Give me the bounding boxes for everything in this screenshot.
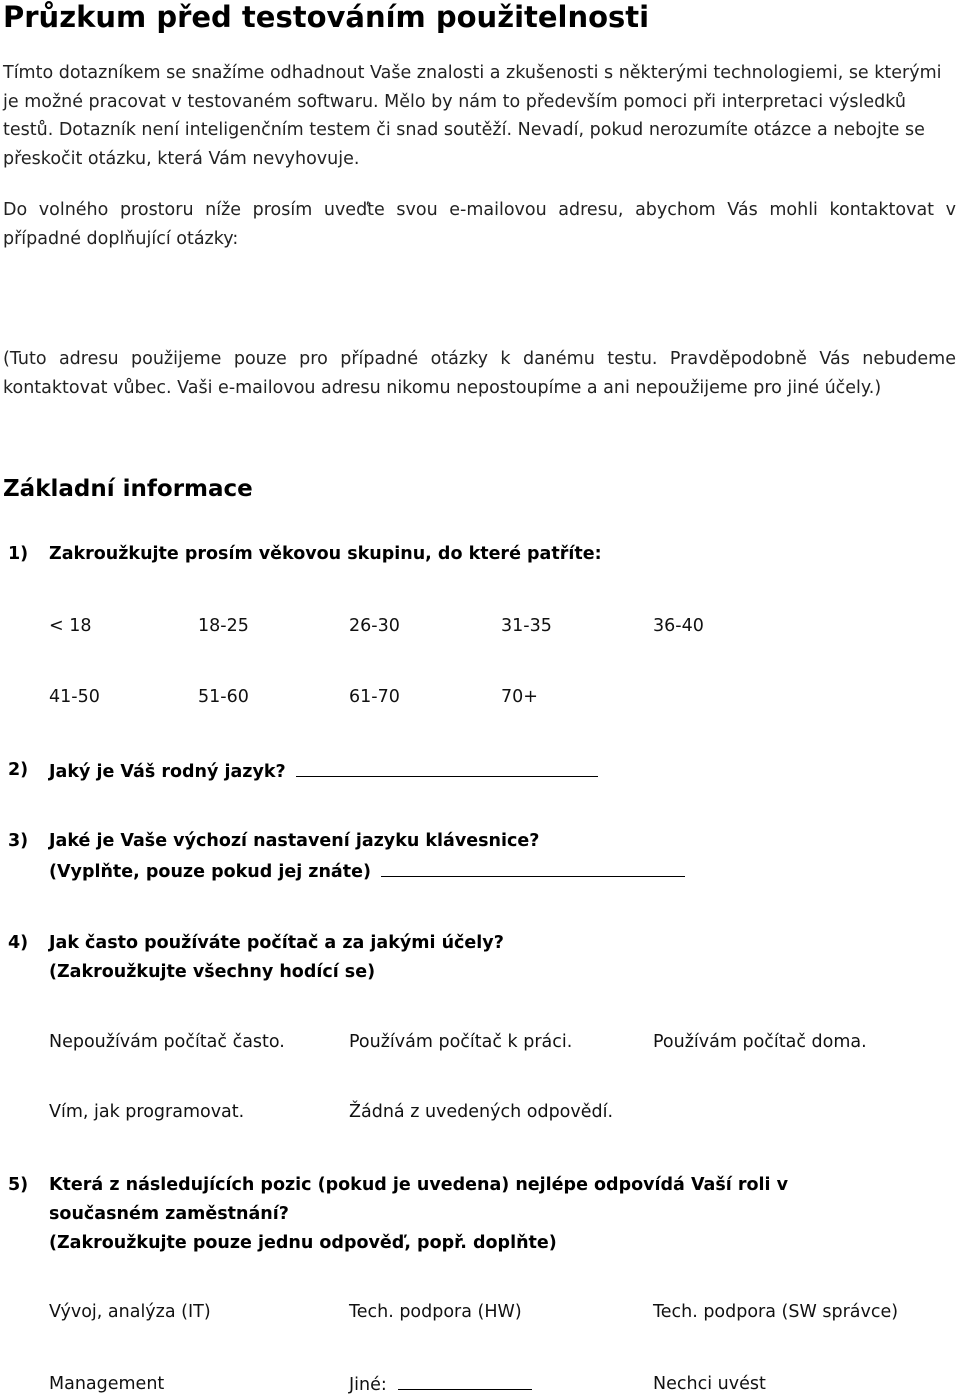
usage-option[interactable]: Používám počítač doma.	[653, 1032, 867, 1052]
usage-option[interactable]: Používám počítač k práci.	[349, 1032, 573, 1052]
question-text: Jak často používáte počítač a za jakými účely?	[49, 933, 504, 953]
question-text: Jaký je Váš rodný jazyk?	[49, 756, 598, 787]
position-option[interactable]: Tech. podpora (HW)	[349, 1302, 522, 1322]
question-text: Jaké je Vaše výchozí nastavení jazyku klávesnice?	[49, 831, 540, 851]
question-text: Která z následujících pozic (pokud je uvedena) nejlépe odpovídá Vaší roli v	[49, 1175, 789, 1195]
question-subtext: (Vyplňte, pouze pokud jej znáte)	[49, 856, 685, 887]
question-number: 1)	[8, 544, 29, 564]
position-option[interactable]: Vývoj, analýza (IT)	[49, 1302, 211, 1322]
contact-request-paragraph: Do volného prostoru níže prosím uveďte svou e-mailovou adresu, abychom Vás mohli kontaktovat v případné doplňující otázky:	[3, 200, 956, 249]
usage-option[interactable]: Žádná z uvedených odpovědí.	[349, 1102, 614, 1122]
age-option[interactable]: 36-40	[653, 616, 704, 636]
question-text: Zakroužkujte prosím věkovou skupinu, do které patříte:	[49, 544, 602, 564]
contact-note-paragraph: (Tuto adresu použijeme pouze pro případné otázky k danému testu. Pravděpodobně Vás nebudeme kontaktovat vůbec. Vaši e-mailovou adresu nikomu nepostoupíme a ani nepoužijeme pro jiné účely.)	[3, 349, 956, 398]
age-option[interactable]: 26-30	[349, 616, 400, 636]
question-subtext: (Zakroužkujte všechny hodící se)	[49, 962, 376, 982]
page-title: Průzkum před testováním použitelnosti	[3, 0, 650, 34]
age-option[interactable]: 18-25	[198, 616, 249, 636]
position-option[interactable]: Management	[49, 1374, 165, 1394]
position-option[interactable]: Tech. podpora (SW správce)	[653, 1302, 899, 1322]
age-option[interactable]: 70+	[501, 687, 538, 707]
position-option[interactable]: Nechci uvést	[653, 1374, 766, 1394]
age-option[interactable]: 61-70	[349, 687, 400, 707]
keyboard-language-field[interactable]	[381, 856, 685, 877]
age-option[interactable]: 31-35	[501, 616, 552, 636]
usage-option[interactable]: Vím, jak programovat.	[49, 1102, 245, 1122]
question-number: 3)	[8, 831, 29, 851]
position-option-other[interactable]: Jiné:	[349, 1372, 532, 1397]
other-position-field[interactable]	[398, 1372, 532, 1390]
native-language-field[interactable]	[296, 756, 598, 777]
usage-option[interactable]: Nepoužívám počítač často.	[49, 1032, 285, 1052]
age-option[interactable]: 51-60	[198, 687, 249, 707]
question-text-continued: současném zaměstnání?	[49, 1204, 289, 1224]
age-option[interactable]: < 18	[49, 616, 92, 636]
intro-paragraph: Tímto dotazníkem se snažíme odhadnout Vaše znalosti a zkušenosti s některými technologiemi, se kterými je možné pracovat v testovaném softwaru. Mělo by nám to především pomoci při interpretaci výsledků testů. Dotazník není inteligenčním testem či snad soutěží. Nevadí, pokud nerozumíte otázce a nebojte se přeskočit otázku, která Vám nevyhovuje.	[3, 63, 942, 169]
section-heading: Základní informace	[3, 476, 253, 502]
question-subtext: (Zakroužkujte pouze jednu odpověď, popř. doplňte)	[49, 1233, 557, 1253]
question-number: 5)	[8, 1175, 29, 1195]
age-option[interactable]: 41-50	[49, 687, 100, 707]
question-number: 2)	[8, 760, 29, 780]
question-number: 4)	[8, 933, 29, 953]
